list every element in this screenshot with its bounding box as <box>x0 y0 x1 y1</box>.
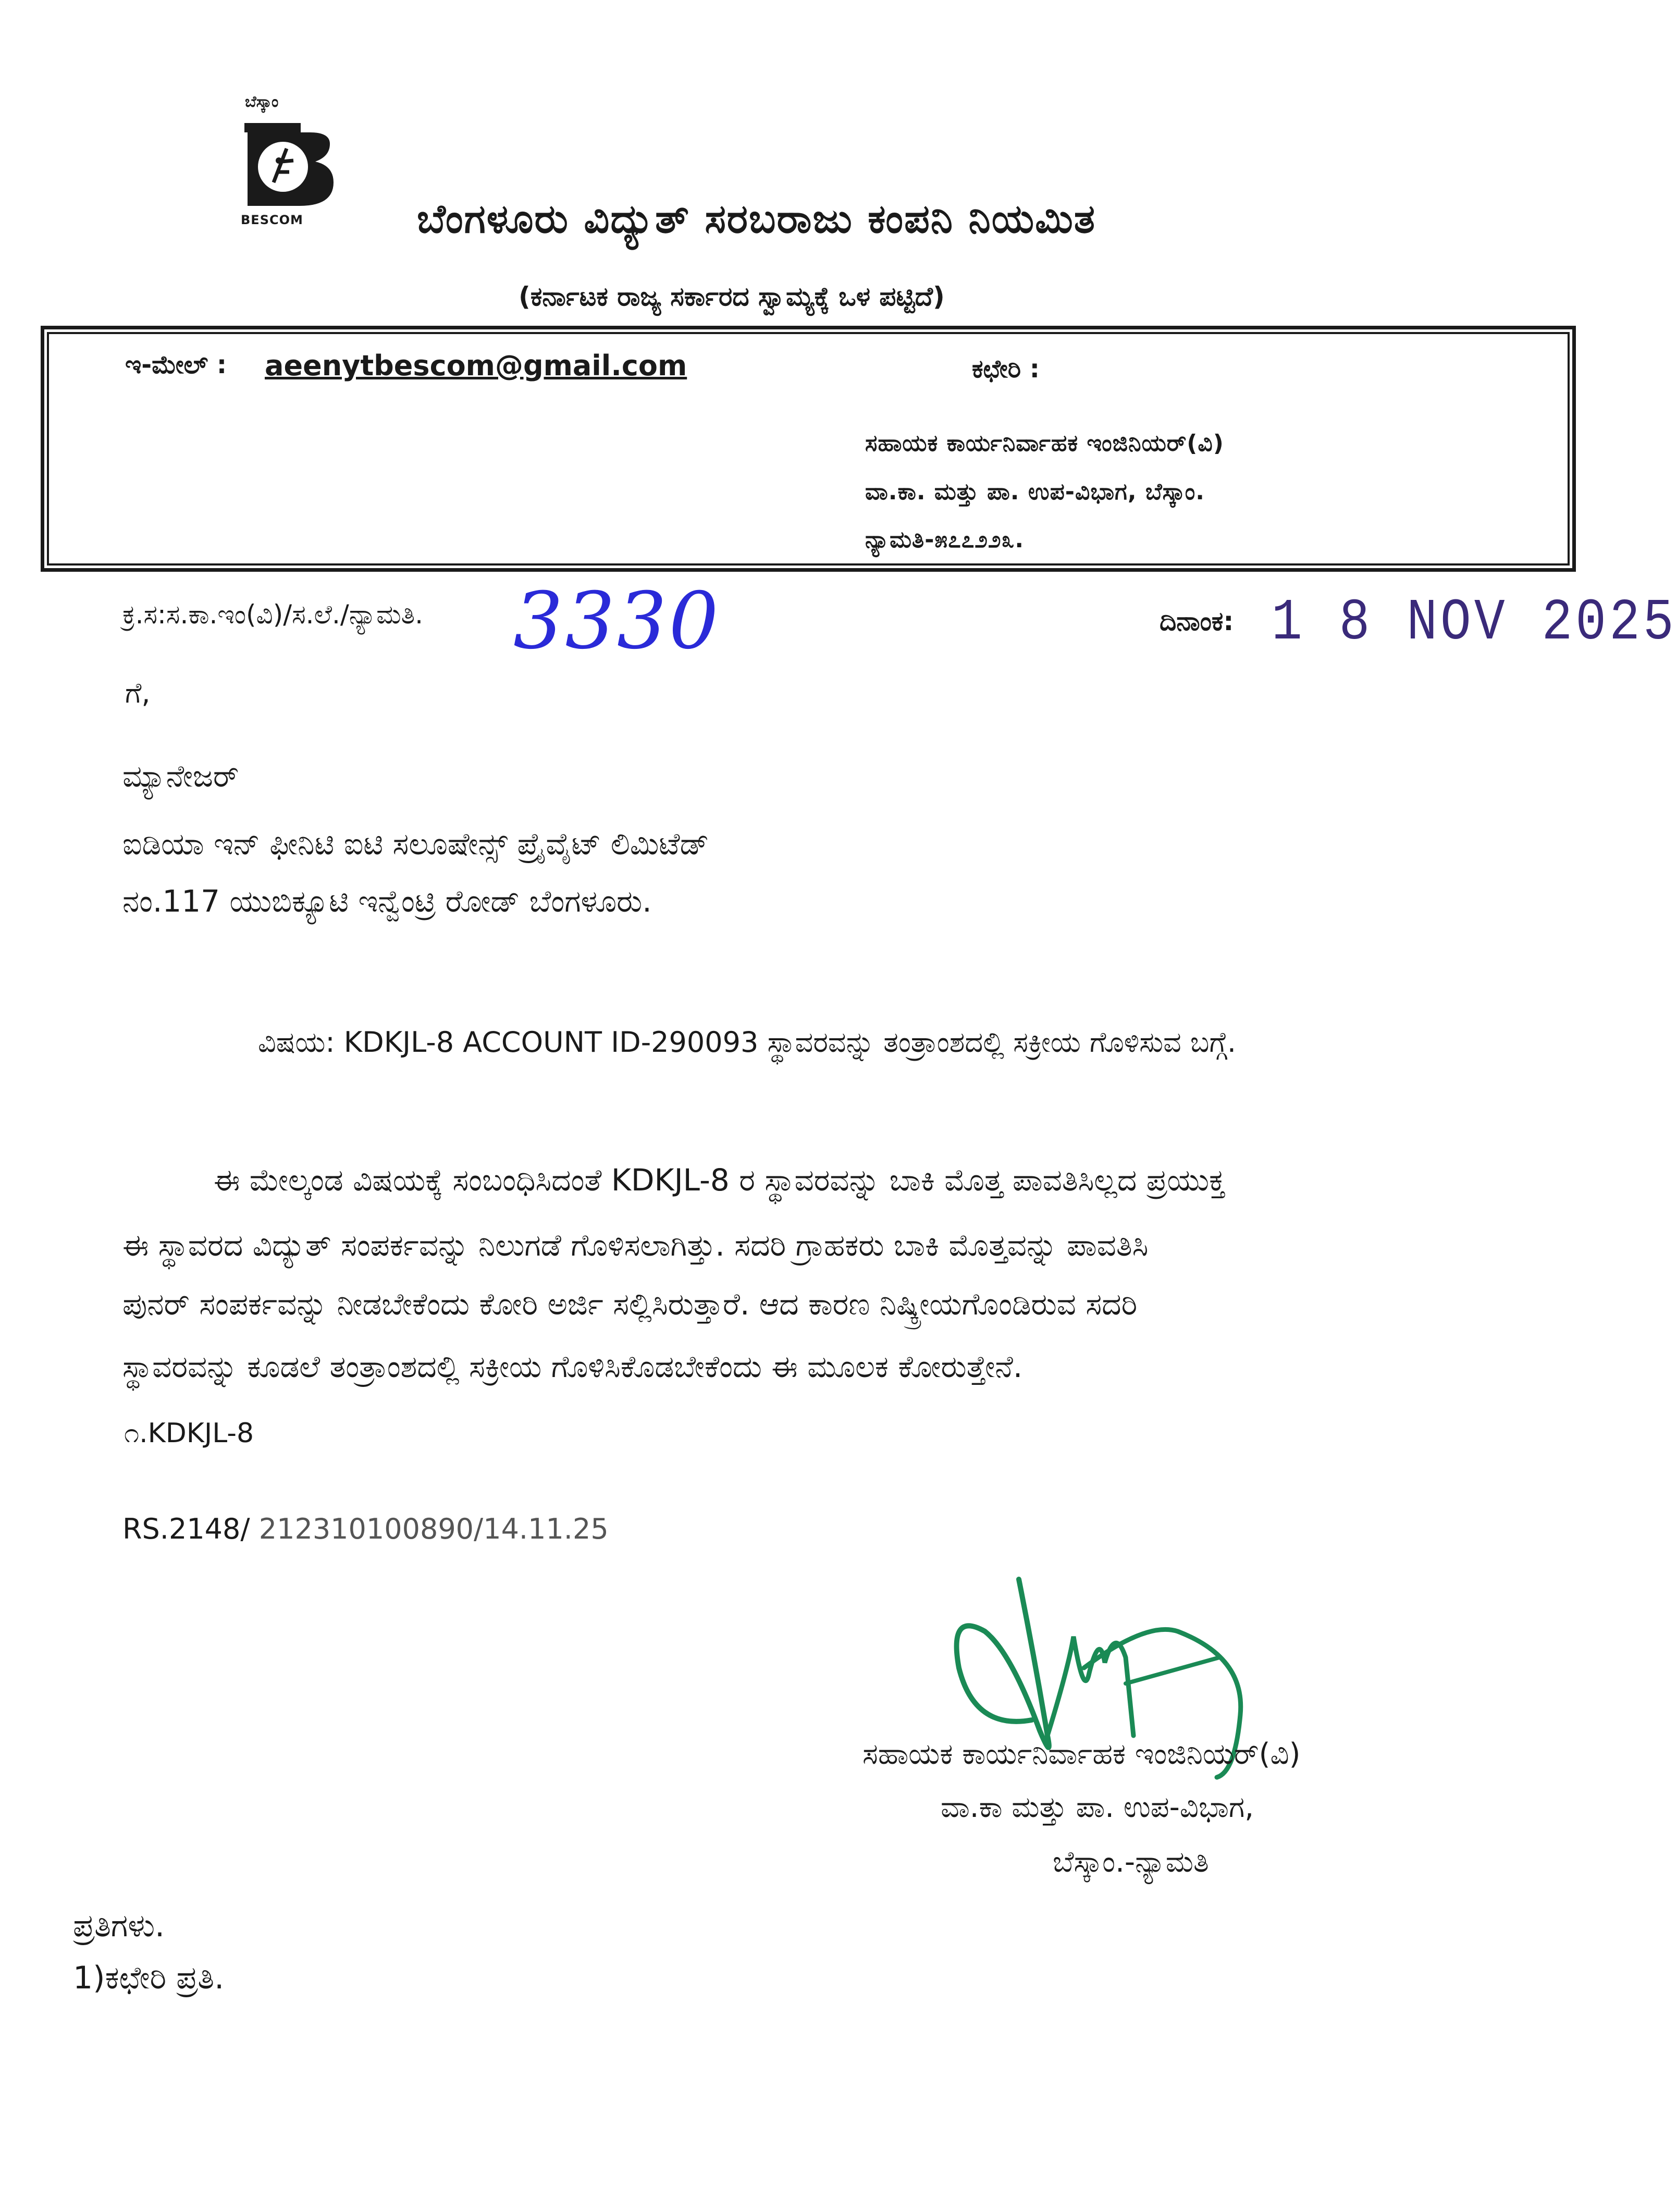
payment-prefix: RS.2148/ <box>122 1513 259 1545</box>
body-line: ಈ ಸ್ಥಾವರದ ವಿದ್ಯುತ್ ಸಂಪರ್ಕವನ್ನು ನಿಲುಗಡೆ ಗೊಳಿಸಲಾಗಿತ್ತು. ಸದರಿ ಗ್ರಾಹಕರು ಬಾಕಿ ಮೊತ್ತವನ್ನು ಪಾವತಿಸಿ <box>122 1227 1149 1263</box>
recipient-line: ನಂ.117 ಯುಬಿಕ್ಯೂಟಿ ಇನ್ವೆಂಟ್ರಿ ರೋಡ್ ಬೆಂಗಳೂರು. <box>122 883 652 919</box>
copies-heading: ಪ್ರತಿಗಳು. <box>73 1908 165 1944</box>
copy-item: 1)ಕಛೇರಿ ಪ್ರತಿ. <box>73 1960 225 1996</box>
organization-name: ಬೆಂಗಳೂರು ವಿದ್ಯುತ್ ಸರಬರಾಜು ಕಂಪನಿ ನಿಯಮಿತ <box>417 195 1096 242</box>
office-line: ನ್ಯಾಮತಿ-೫೭೭೨೨೩. <box>865 526 1025 553</box>
email-label: ಇ-ಮೇಲ್ : <box>125 350 227 379</box>
signatory-location: ಬೆಸ್ಕಾಂ.-ನ್ಯಾಮತಿ <box>1053 1845 1209 1879</box>
logo-text-top: ಬೆಸ್ಕಾಂ <box>245 93 279 111</box>
recipient-line: ಮ್ಯಾನೇಜರ್ <box>122 758 239 794</box>
payment-details: 212310100890/14.11.25 <box>258 1513 609 1545</box>
office-line: ಸಹಾಯಕ ಕಾರ್ಯನಿರ್ವಾಹಕ ಇಂಜಿನಿಯರ್(ವಿ) <box>865 430 1224 457</box>
body-line: ಪುನರ್ ಸಂಪರ್ಕವನ್ನು ನೀಡಬೇಕೆಂದು ಕೋರಿ ಅರ್ಜಿ ಸಲ್ಲಿಸಿರುತ್ತಾರೆ. ಆದ ಕಾರಣ ನಿಷ್ಕ್ರೀಯಗೊಂಡಿರುವ ಸದರಿ <box>122 1286 1138 1322</box>
payment-line <box>122 1513 609 1545</box>
organization-subtitle: (ಕರ್ನಾಟಕ ರಾಜ್ಯ ಸರ್ಕಾರದ ಸ್ವಾಮ್ಯಕ್ಕೆ ಒಳ ಪಟ್ಟಿದೆ) <box>519 281 945 312</box>
email-link[interactable]: aeenytbescom@gmail.com <box>265 349 687 382</box>
recipient-line: ಐಡಿಯಾ ಇನ್ ಫೀನಿಟಿ ಐಟಿ ಸಲೂಷೇನ್ಸ್ ಪ್ರೈವೈಟ್ ಲಿಮಿಟೆಡ್ <box>122 826 709 862</box>
reference-number: ಕ್ರ.ಸ:ಸ.ಕಾ.ಇಂ(ವಿ)/ಸ.ಲೆ./ನ್ಯಾಮತಿ. <box>122 599 424 630</box>
to-line: ಗೆ, <box>125 677 151 709</box>
office-line: ವಾ.ಕಾ. ಮತ್ತು ಪಾ. ಉಪ-ವಿಭಾಗ, ಬೆಸ್ಕಾಂ. <box>865 478 1205 505</box>
office-label: ಕಛೇರಿ : <box>972 354 1040 384</box>
body-line: ಈ ಮೇಲ್ಕಂಡ ವಿಷಯಕ್ಕೆ ಸಂಬಂಧಿಸಿದಂತೆ KDKJL-8 ರ ಸ್ಥಾವರವನ್ನು ಬಾಕಿ ಮೊತ್ತ ಪಾವತಿಸಿಲ್ಲದ ಪ್ರಯುಕ್ತ <box>214 1162 1226 1198</box>
logo-text-bottom: BESCOM <box>241 213 303 227</box>
subject-line: ವಿಷಯ: KDKJL-8 ACCOUNT ID-290093 ಸ್ಥಾವರವನ್ನು ತಂತ್ರಾಂಶದಲ್ಲಿ ಸಕ್ರೀಯ ಗೊಳಿಸುವ ಬಗ್ಗೆ. <box>258 1026 1237 1059</box>
date-stamp: 1 8 NOV 2025 <box>1272 589 1677 657</box>
body-line: ಸ್ಥಾವರವನ್ನು ಕೂಡಲೆ ತಂತ್ರಾಂಶದಲ್ಲಿ ಸಕ್ರೀಯ ಗೊಳಿಸಿಕೊಡಬೇಕೆಂದು ಈ ಮೂಲಕ ಕೋರುತ್ತೇನೆ. <box>122 1349 1023 1384</box>
handwritten-reference: 3330 <box>513 576 721 667</box>
bescom-logo <box>237 99 373 224</box>
signatory-title: ಸಹಾಯಕ ಕಾರ್ಯನಿರ್ವಾಹಕ ಇಂಜಿನಿಯರ್(ವಿ) <box>862 1737 1301 1771</box>
signatory-office: ವಾ.ಕಾ ಮತ್ತು ಪಾ. ಉಪ-ವಿಭಾಗ, <box>941 1790 1254 1824</box>
date-label: ದಿನಾಂಕ: <box>1160 606 1234 636</box>
account-reference: ೧.KDKJL-8 <box>124 1418 254 1449</box>
